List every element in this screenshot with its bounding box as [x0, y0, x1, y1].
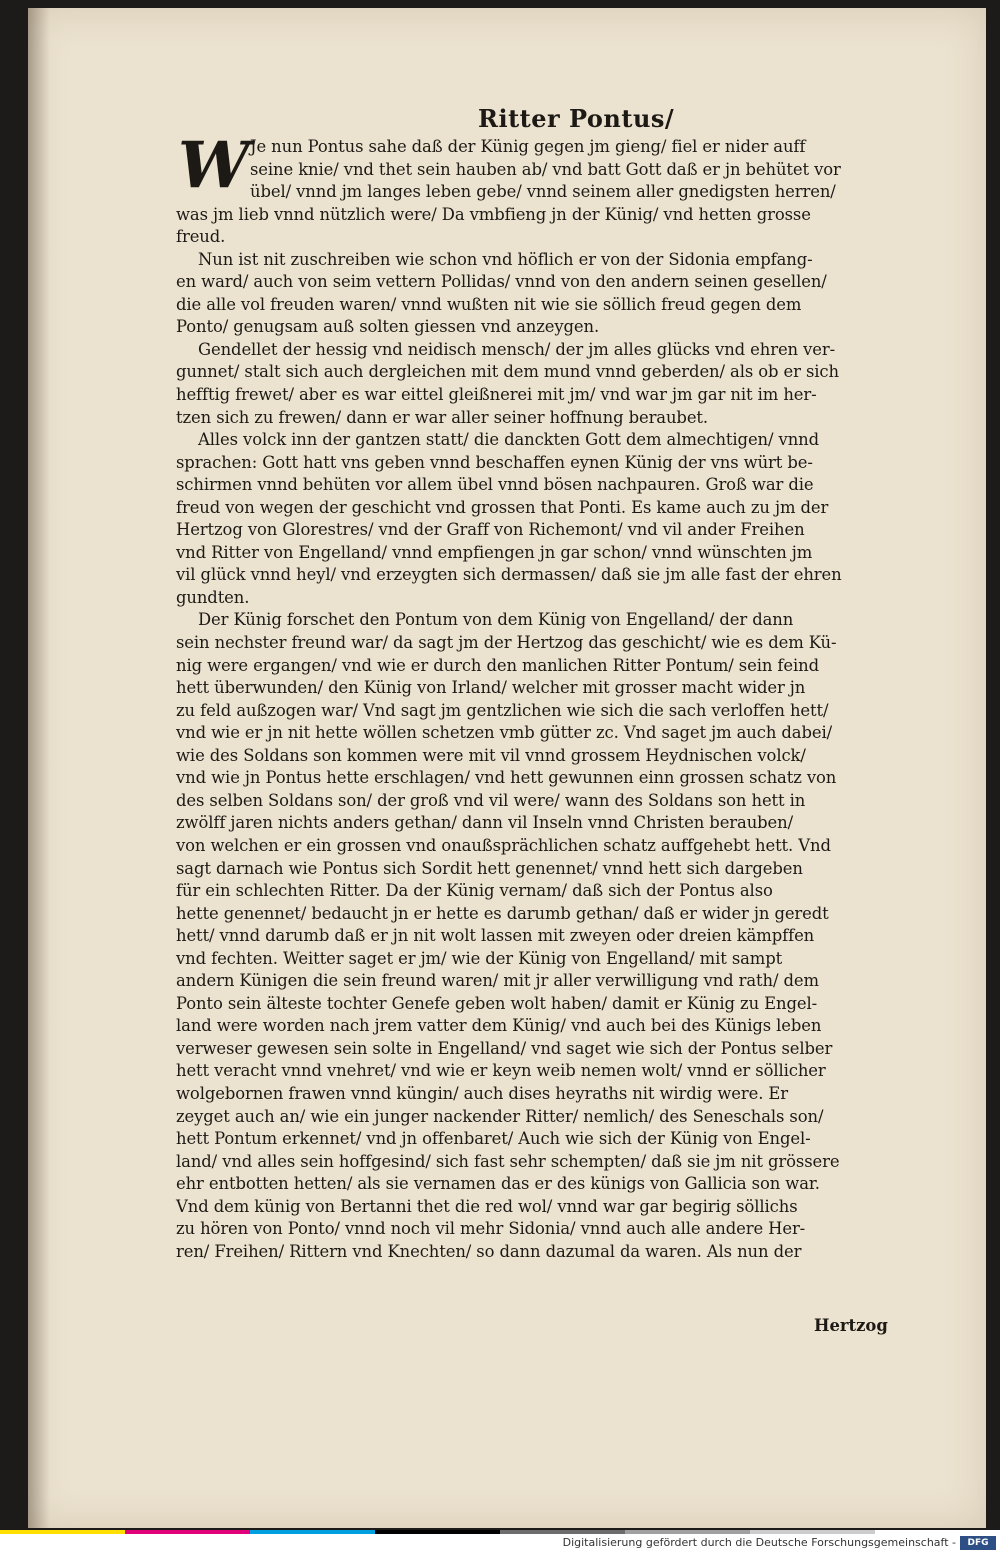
text-line: des selben Soldans son/ der groß vnd vil were/ wann des Soldans son hett in: [176, 790, 806, 810]
text-line: Nun ist nit zuschreiben wie schon vnd höflich er von der Sidonia empfang-: [198, 249, 813, 269]
text-line: gunnet/ stalt sich auch dergleichen mit dem mund vnnd geberden/ als ob er sich: [176, 362, 839, 382]
text-line: von welchen er ein grossen vnd onaußsprächlichen schatz auffgehebt hett. Vnd: [176, 835, 831, 855]
text-line: was jm lieb vnnd nützlich were/ Da vmbfieng jn der Künig/ vnd hetten grosse: [176, 204, 811, 224]
text-line: tzen sich zu frewen/ dann er war aller seiner hoffnung beraubet.: [176, 407, 709, 427]
text-line: übel/ vnnd jm langes leben gebe/ vnnd seinem aller gnedigsten herren/: [250, 182, 836, 202]
text-line: Gendellet der hessig vnd neidisch mensch/ der jm alles glücks vnd ehren ver-: [198, 339, 836, 359]
text-line: Der Künig forschet den Pontum von dem Künig von Engelland/ der dann: [198, 610, 794, 630]
text-line: Hertzog von Glorestres/ vnd der Graff von Richemont/ vnd vil ander Freihen: [176, 520, 805, 540]
text-line: nig were ergangen/ vnd wie er durch den manlichen Ritter Pontum/ sein feind: [176, 655, 819, 675]
text-line: hett veracht vnnd vnehret/ vnd wie er keyn weib nemen wolt/ vnnd er söllicher: [176, 1061, 826, 1081]
text-line: vnd wie jn Pontus hette erschlagen/ vnd hett gewunnen einn grossen schatz von: [176, 768, 837, 788]
text-line: hette genennet/ bedaucht jn er hette es darumb gethan/ daß er wider jn geredt: [176, 903, 829, 923]
text-line: Ponto/ genugsam auß solten giessen vnd anzeygen.: [176, 317, 600, 337]
text-line: sprachen: Gott hatt vns geben vnnd beschaffen eynen Künig der vns würt be-: [176, 452, 813, 472]
text-line: wie des Soldans son kommen were mit vil vnnd grossem Heydnischen volck/: [176, 745, 806, 765]
body-text: [176, 128, 896, 1263]
text-line: zu feld außzogen war/ Vnd sagt jm gentzlichen wie sich die sach verloffen hett/: [176, 700, 829, 720]
text-line: Alles volck inn der gantzen statt/ die danckten Gott dem almechtigen/ vnnd: [198, 430, 820, 450]
text-line: hett Pontum erkennet/ vnd jn offenbaret/ Auch wie sich der Künig von Engel-: [176, 1129, 811, 1149]
drop-cap: W: [178, 128, 250, 203]
text-line: sagt darnach wie Pontus sich Sordit hett genennet/ vnnd hett sich dargeben: [176, 858, 803, 878]
text-line: Je nun Pontus sahe daß der Künig gegen jm gieng/ fiel er nider auff: [250, 137, 806, 156]
text-line: land were worden nach jrem vatter dem Künig/ vnd auch bei des Künigs leben: [176, 1016, 822, 1036]
text-line: freud.: [176, 227, 226, 247]
text-line: vnd Ritter von Engelland/ vnnd empfiengen jn gar schon/ vnnd wünschten jm: [176, 542, 813, 562]
text-line: für ein schlechten Ritter. Da der Künig vernam/ daß sich der Pontus also: [176, 881, 773, 901]
text-line: wolgebornen frawen vnnd küngin/ auch dises heyraths nit wirdig were. Er: [176, 1083, 789, 1103]
running-head: Ritter Pontus/: [478, 104, 675, 133]
text-line: hett/ vnnd darumb daß er jn nit wolt lassen mit zweyen oder dreien kämpffen: [176, 926, 815, 946]
text-line: ehr entbotten hetten/ als sie vernamen das er des künigs von Gallicia son war.: [176, 1174, 820, 1194]
text-line: sein nechster freund war/ da sagt jm der Hertzog das geschicht/ wie es dem Kü-: [176, 633, 837, 653]
text-line: land/ vnd alles sein hoffgesind/ sich fast sehr schempten/ daß sie jm nit grössere: [176, 1151, 840, 1171]
text-line: die alle vol freuden waren/ vnnd wußten nit wie sie söllich freud gegen dem: [176, 294, 802, 314]
text-line: gundten.: [176, 587, 250, 607]
text-line: zu hören von Ponto/ vnnd noch vil mehr Sidonia/ vnnd auch alle andere Her-: [176, 1219, 806, 1239]
text-line: vnd wie er jn nit hette wöllen schetzen vmb gütter zc. Vnd saget jm auch dabei/: [176, 723, 833, 743]
dfg-logo: DFG: [960, 1536, 996, 1550]
funding-notice: Digitalisierung gefördert durch die Deutsche Forschungsgemeinschaft -: [562, 1536, 956, 1549]
text-line: seine knie/ vnd thet sein hauben ab/ vnd batt Gott daß er jn behütet vor: [250, 159, 841, 179]
footer: [0, 1534, 1000, 1552]
text-line: hett überwunden/ den Künig von Irland/ welcher mit grosser macht wider jn: [176, 678, 806, 698]
text-line: Ponto sein älteste tochter Genefe geben wolt haben/ damit er Künig zu Engel-: [176, 993, 818, 1013]
text-line: en ward/ auch von seim vettern Pollidas/ vnnd von den andern seinen gesellen/: [176, 272, 827, 292]
text-line: schirmen vnnd behüten vor allem übel vnnd bösen nachpauren. Groß war die: [176, 475, 814, 495]
text-line: vil glück vnnd heyl/ vnd erzeygten sich dermassen/ daß sie jm alle fast der ehren: [176, 565, 842, 585]
text-line: freud von wegen der geschicht vnd grossen that Ponti. Es kame auch zu jm der: [176, 497, 829, 517]
text-line: verweser gewesen sein solte in Engelland/ vnd saget wie sich der Pontus selber: [176, 1038, 833, 1058]
text-line: zeyget auch an/ wie ein junger nackender Ritter/ nemlich/ des Seneschals son/: [176, 1106, 824, 1126]
text-line: Vnd dem künig von Bertanni thet die red wol/ vnnd war gar begirig söllichs: [176, 1196, 798, 1216]
text-line: hefftig frewet/ aber es war eittel gleißnerei mit jm/ vnd war jm gar nit im her-: [176, 385, 817, 405]
text-line: zwölff jaren nichts anders gethan/ dann vil Inseln vnnd Christen berauben/: [176, 813, 794, 833]
text-line: vnd fechten. Weitter saget er jm/ wie der Künig von Engelland/ mit sampt: [176, 948, 783, 968]
catchword: Hertzog: [814, 1316, 888, 1335]
text-line: andern Künigen die sein freund waren/ mit jr aller verwilligung vnd rath/ dem: [176, 971, 819, 991]
text-line: ren/ Freihen/ Rittern vnd Knechten/ so dann dazumal da waren. Als nun der: [176, 1241, 802, 1261]
